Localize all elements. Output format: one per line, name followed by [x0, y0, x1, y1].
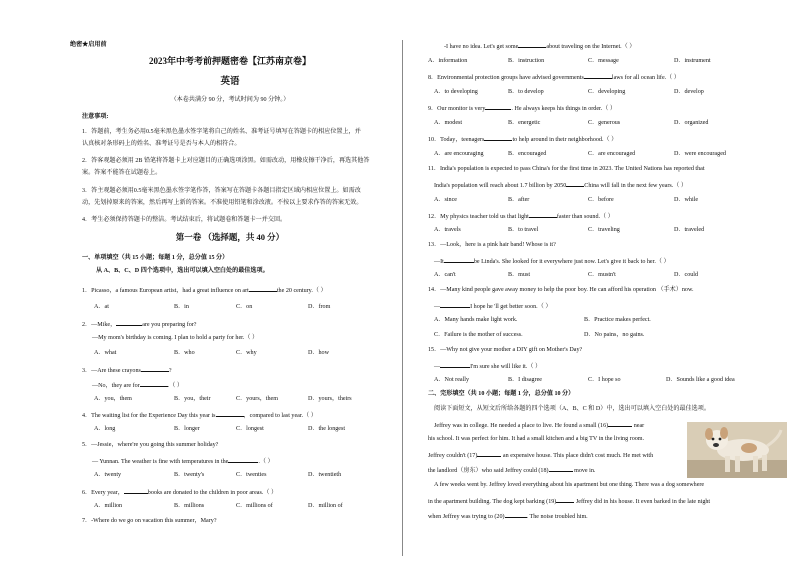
note-3a: 3．答主观题必须用0.5毫米黑色墨水签字笔作答，答案写在答题卡各题目指定区域内相应位置上。如需改 [82, 188, 361, 194]
q6-option-c[interactable]: C．millions of [236, 503, 273, 509]
section2-title: 二、完形填空（共 10 小题；每题 1 分，总分值 10 分） [428, 391, 575, 397]
note-1b: 认真核对条形码上的姓名、准考证号是否与本人的相符合。 [82, 141, 241, 147]
q5-option-d[interactable]: D．twentieth [308, 472, 342, 478]
q5-option-c[interactable]: C．twenties [236, 472, 267, 478]
q9-option-b[interactable]: B．energetic [508, 120, 541, 126]
question-14-context: — I hope he 'll get better soon.（ ） [434, 301, 551, 311]
part1-title: 第一卷 （选择题，共 40 分） [175, 232, 285, 242]
q15-option-d[interactable]: D．Sounds like a good idea [666, 377, 735, 383]
secret-label: 绝密★启用前 [70, 42, 107, 48]
q13-option-c[interactable]: C．mustn't [588, 272, 616, 278]
q9-option-a[interactable]: A．modest [434, 120, 463, 126]
section2-instruction: 阅读下面短文，从短文后所给各题的四个选项（A、B、C 和 D）中，选出可以填入空白处的最佳选项。 [434, 406, 710, 412]
question-3-context: —No，they are for .（ ） [92, 380, 183, 390]
q3-option-c[interactable]: C．yours，them [236, 396, 278, 402]
q10-option-c[interactable]: C．are encouraged [588, 151, 636, 157]
q7-option-c[interactable]: C．message [588, 58, 619, 64]
q15-option-c[interactable]: C．I hope so [588, 377, 621, 383]
question-10-stem: 10．Today，teenagers to help around in their neighborhood.（ ） [428, 134, 617, 144]
passage-line-6: in the apartment building. The dog kept barking (19) Jeffrey did in his house. It even barked in the late night [428, 496, 710, 506]
passage-line-7: when Jeffrey was trying to (20) . The noise troubled him. [428, 511, 588, 521]
q11-option-c[interactable]: C．before [588, 197, 614, 203]
q12-option-b[interactable]: B．to travel [508, 227, 539, 233]
q8-option-a[interactable]: A．to developing [434, 89, 478, 95]
question-2-stem: 2．—Mike， are you preparing for? [82, 319, 197, 329]
q10-option-a[interactable]: A．are encouraging [434, 151, 484, 157]
q3-option-a[interactable]: A．you，them [94, 396, 132, 402]
q6-option-b[interactable]: B．millions [174, 503, 205, 509]
q2-option-d[interactable]: D．how [308, 350, 329, 356]
passage-line-1: Jeffrey was in college. He needed a place to live. He found a small (16) near [434, 420, 644, 430]
q13-option-a[interactable]: A．can't [434, 272, 456, 278]
question-12-stem: 12．My physics teacher told us that light faster than sound.（ ） [428, 211, 614, 221]
q3-option-d[interactable]: D．yours，theirs [308, 396, 352, 402]
q2-option-c[interactable]: C．why [236, 350, 257, 356]
question-9-stem: 9．Our monitor is very . He always keeps his things in order.（ ） [428, 103, 616, 113]
q7-option-d[interactable]: D．instrument [674, 58, 711, 64]
q4-option-c[interactable]: C．longest [236, 426, 264, 432]
question-15-stem: 15．—Why not give your mother a DIY gift on Mother's Day? [428, 347, 583, 353]
q9-option-c[interactable]: C．generous [588, 120, 621, 126]
q1-option-b[interactable]: B．in [174, 304, 189, 310]
q11-option-d[interactable]: D．while [674, 197, 699, 203]
q6-option-a[interactable]: A．million [94, 503, 123, 509]
q2-option-b[interactable]: B．who [174, 350, 195, 356]
q14-option-d[interactable]: D．No pains，no gains. [584, 332, 645, 338]
note-1a: 1．答题前，考生务必用0.5毫米黑色墨水签字笔将自己的姓名、准考证号填写在答题卡的相应位置上，并 [82, 129, 361, 135]
q2-option-a[interactable]: A．what [94, 350, 117, 356]
note-3b: 动，先划掉原来的答案，然后再写上新的答案。不准使用铅笔和涂改液。不按以上要求作答的答案无效。 [82, 200, 363, 206]
question-3-stem: 3．—Are these crayons ? [82, 365, 172, 375]
section1-title: 一、单项填空（共 15 小题；每题 1 分，总分值 15 分） [82, 255, 229, 261]
question-13-context: —It be Linda's. She looked for it everywhere just now. Let's give it back to her.（ ） [434, 256, 670, 266]
q15-option-b[interactable]: B．I disagree [508, 377, 543, 383]
q4-option-a[interactable]: A．long [94, 426, 116, 432]
question-11-context: India's population will reach about 1.7 billion by 2050 China will fall in the next few years.（ ） [434, 180, 687, 190]
question-14-stem: 14．—Many kind people gave away money to help the poor boy. He can afford his operation （手术）now. [428, 287, 694, 293]
question-13-stem: 13．—Look，here is a pink hair band! Whose is it? [428, 242, 556, 248]
question-7-stem: 7．-Where do we go on vacation this summer，Mary? [82, 518, 217, 524]
passage-line-2: his school. It was perfect for him. It had a small kitchen and a big TV in the living room. [428, 436, 645, 442]
question-7-context: -I have no idea. Let's get some about traveling on the Internet.（ ） [444, 41, 635, 51]
q1-option-c[interactable]: C．on [236, 304, 253, 310]
q6-option-d[interactable]: D．million of [308, 503, 343, 509]
question-11-stem: 11．India's population is expected to pass China's for the first time in 2023. The United Nations has reported that [428, 166, 705, 172]
column-divider [402, 40, 403, 556]
q8-option-b[interactable]: B．to develop [508, 89, 544, 95]
exam-meta: （本卷共满分 90 分，考试时间为 90 分钟。） [170, 97, 290, 103]
note-2b: 案。答案不能答在试题卷上。 [82, 170, 162, 176]
q4-option-d[interactable]: D．the longest [308, 426, 346, 432]
q1-option-d[interactable]: D．from [308, 304, 331, 310]
exam-title: 2023年中考考前押题密卷【江苏南京卷】 [148, 56, 311, 66]
q13-option-d[interactable]: D．could [674, 272, 699, 278]
q14-option-a[interactable]: A．Many hands make light work. [434, 317, 518, 323]
dog-photo [687, 422, 787, 478]
question-5-context: — Yunnan. The weather is fine with temperatures in the .（ ） [92, 456, 274, 466]
passage-line-3: Jeffrey couldn't (17) an expensive house. This place didn't cost much. He met with [428, 450, 653, 460]
question-15-context: — I'm sure she will like it.（ ） [434, 361, 541, 371]
question-6-stem: 6．Every year， books are donated to the children in poor areas.（ ） [82, 487, 277, 497]
q10-option-b[interactable]: B．encouraged [508, 151, 547, 157]
q15-option-a[interactable]: A．Not really [434, 377, 470, 383]
q9-option-d[interactable]: D．organized [674, 120, 709, 126]
q12-option-c[interactable]: C．traveling [588, 227, 620, 233]
q11-option-a[interactable]: A．since [434, 197, 458, 203]
question-8-stem: 8．Environmental protection groups have advised governments laws for all ocean life.（ ） [428, 72, 680, 82]
q7-option-a[interactable]: A．information [428, 58, 468, 64]
question-2-context: —My mom's birthday is coming. I plan to hold a party for her.（ ） [92, 335, 259, 341]
q3-option-b[interactable]: B．you，their [174, 396, 211, 402]
passage-line-4: the landlord（房东）who said Jeffrey could (18) move in. [428, 465, 595, 475]
q12-option-a[interactable]: A．travels [434, 227, 461, 233]
q1-option-a[interactable]: A．at [94, 304, 109, 310]
question-4-stem: 4．The waiting list for the Experience Day this year is ，compared to last year.（ ） [82, 410, 317, 420]
question-1-stem: 1．Picasso，a famous European artist，had a great influence on art the 20 century.（ ） [82, 285, 327, 295]
q5-option-b[interactable]: B．twenty's [174, 472, 205, 478]
q14-option-c[interactable]: C．Failure is the mother of success. [434, 332, 523, 338]
q13-option-b[interactable]: B．must [508, 272, 531, 278]
q11-option-b[interactable]: B．after [508, 197, 530, 203]
question-5-stem: 5．—Jessie，where're you going this summer holiday? [82, 442, 219, 448]
q7-option-b[interactable]: B．instruction [508, 58, 545, 64]
q10-option-d[interactable]: D．were encouraged [674, 151, 726, 157]
q4-option-b[interactable]: B．longer [174, 426, 200, 432]
subject-title: 英语 [220, 77, 240, 87]
q8-option-d[interactable]: D．develop [674, 89, 704, 95]
q8-option-c[interactable]: C．developing [588, 89, 626, 95]
note-2a: 2．答客观题必须用 2B 铅笔将答题卡上对应题目的正确选项涂黑。如需改动，用橡皮擦干净后，再选其他答 [82, 158, 370, 164]
q5-option-a[interactable]: A．twenty [94, 472, 122, 478]
note-4: 4．考生必须保持答题卡的整洁。考试结束后，将试题卷和答题卡一并交回。 [82, 217, 287, 223]
q12-option-d[interactable]: D．traveled [674, 227, 705, 233]
passage-line-5: A few weeks went by. Jeffrey loved everything about his apartment but one thing. There was a dog somewhere [434, 482, 705, 488]
section1-instruction: 从 A、B、C、D 四个选项中，选出可以填入空白处的最佳选项。 [96, 268, 269, 274]
q14-option-b[interactable]: B．Practice makes perfect. [584, 317, 651, 323]
notes-title: 注意事项: [82, 114, 109, 120]
